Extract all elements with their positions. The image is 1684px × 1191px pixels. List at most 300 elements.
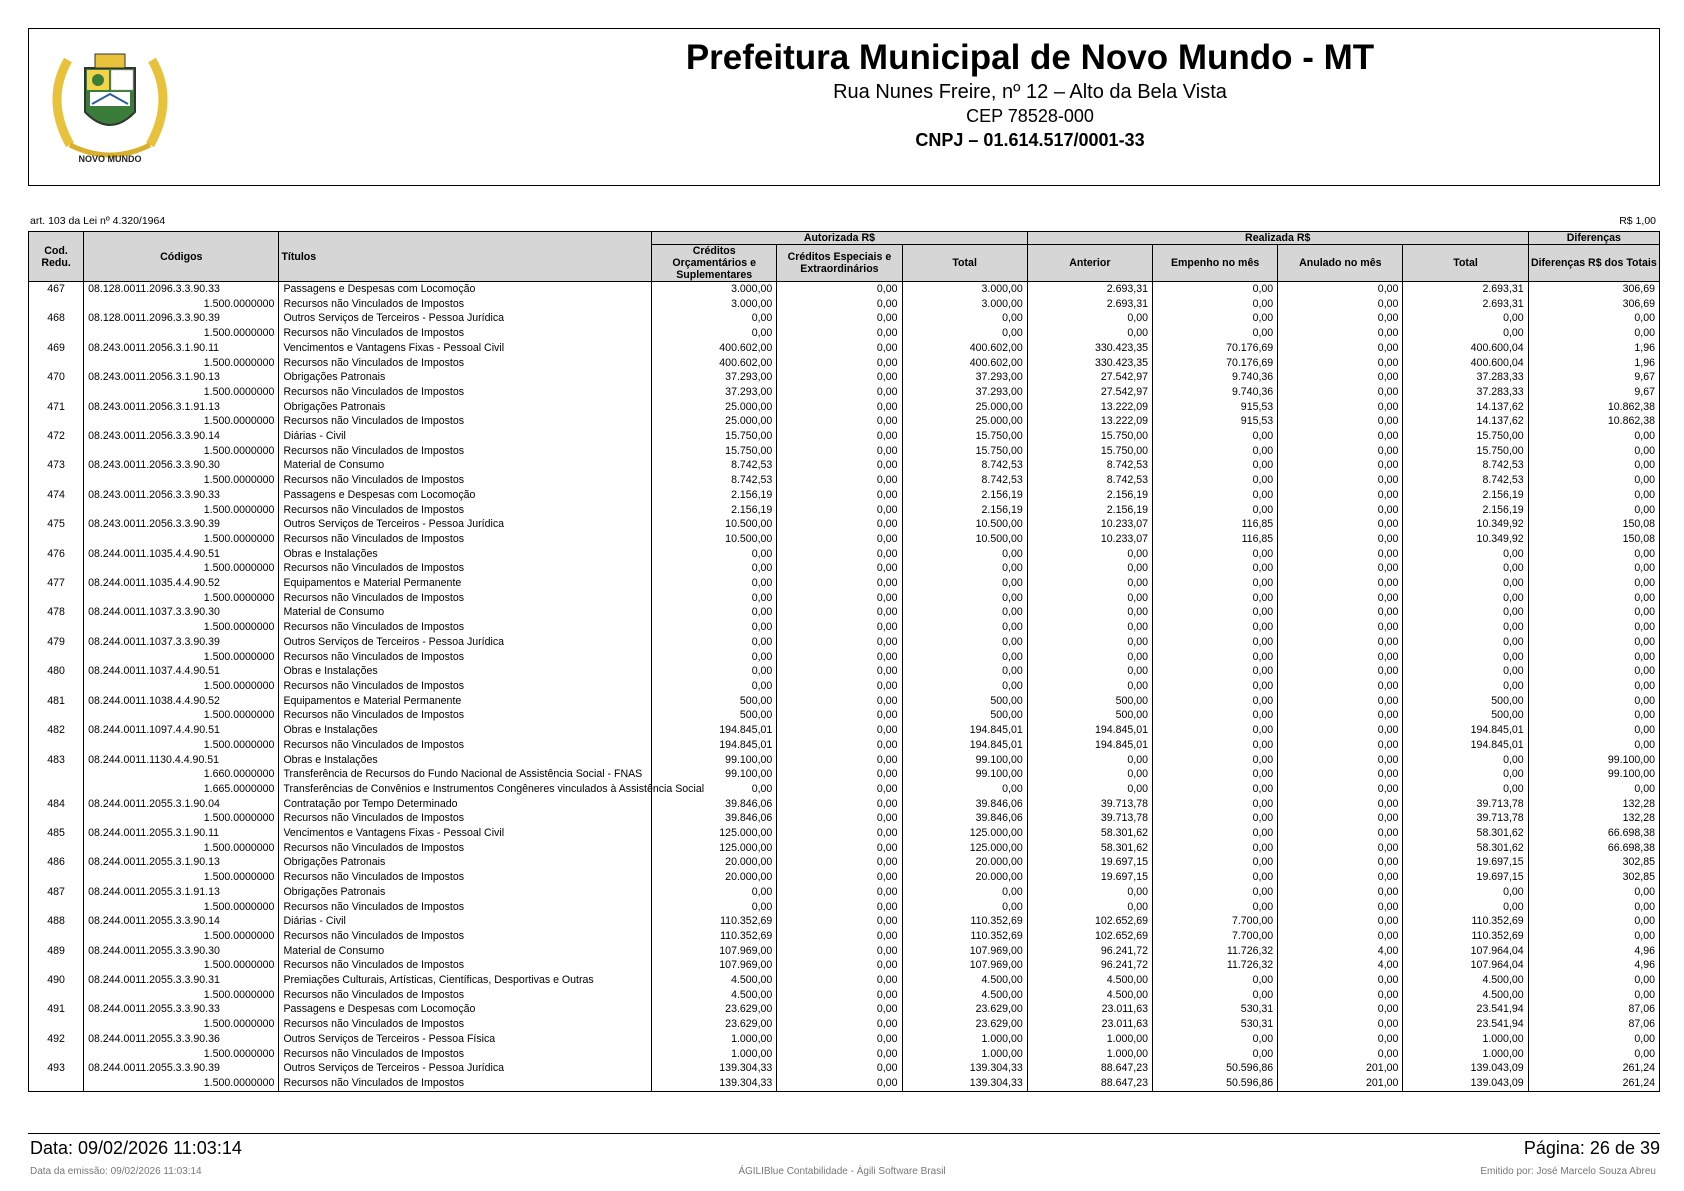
realizada-total-cell: 19.697,15 (1403, 855, 1528, 870)
cod-redu-cell: 488 (29, 914, 84, 929)
titulo-cell: Obras e Instalações (279, 664, 652, 679)
table-row (29, 1032, 1660, 1047)
creditos-especiais-cell: 0,00 (777, 444, 902, 459)
autorizada-total-cell: 20.000,00 (902, 870, 1027, 885)
titulo-cell: Outros Serviços de Terceiros - Pessoa Jurídica (279, 311, 652, 326)
autorizada-total-cell: 500,00 (902, 708, 1027, 723)
autorizada-total-cell: 0,00 (902, 620, 1027, 635)
titulo-cell: Recursos não Vinculados de Impostos (279, 1017, 652, 1032)
creditos-especiais-cell: 0,00 (777, 650, 902, 665)
anulado-mes-cell: 0,00 (1278, 444, 1403, 459)
law-reference: art. 103 da Lei nº 4.320/1964 (30, 215, 166, 227)
empenho-mes-cell: 0,00 (1152, 870, 1277, 885)
cod-redu-cell: 484 (29, 797, 84, 812)
anulado-mes-cell: 0,00 (1278, 973, 1403, 988)
empenho-mes-cell: 0,00 (1152, 900, 1277, 915)
cod-redu-cell (29, 414, 84, 429)
anterior-cell: 10.233,07 (1027, 532, 1152, 547)
anterior-cell: 0,00 (1027, 767, 1152, 782)
anterior-cell: 0,00 (1027, 605, 1152, 620)
creditos-especiais-cell: 0,00 (777, 958, 902, 973)
creditos-especiais-cell: 0,00 (777, 1017, 902, 1032)
table-row (29, 1002, 1660, 1017)
empenho-mes-cell: 116,85 (1152, 532, 1277, 547)
anterior-cell: 10.233,07 (1027, 517, 1152, 532)
anterior-cell: 4.500,00 (1027, 988, 1152, 1003)
col-titulos: Títulos (279, 232, 652, 282)
anulado-mes-cell: 0,00 (1278, 414, 1403, 429)
codigo-cell: 1.500.0000000 (84, 385, 279, 400)
titulo-cell: Passagens e Despesas com Locomoção (279, 488, 652, 503)
cod-redu-cell (29, 620, 84, 635)
autorizada-total-cell: 23.629,00 (902, 1002, 1027, 1017)
diferenca-cell: 99.100,00 (1528, 753, 1659, 768)
anterior-cell: 96.241,72 (1027, 958, 1152, 973)
realizada-total-cell: 0,00 (1403, 767, 1528, 782)
codigo-cell: 08.244.0011.1037.4.4.90.51 (84, 664, 279, 679)
table-row (29, 385, 1660, 400)
empenho-mes-cell: 0,00 (1152, 797, 1277, 812)
codigo-cell: 08.244.0011.1130.4.4.90.51 (84, 753, 279, 768)
titulo-cell: Recursos não Vinculados de Impostos (279, 414, 652, 429)
autorizada-total-cell: 37.293,00 (902, 385, 1027, 400)
anulado-mes-cell: 0,00 (1278, 488, 1403, 503)
titulo-cell: Obras e Instalações (279, 547, 652, 562)
anterior-cell: 0,00 (1027, 591, 1152, 606)
titulo-cell: Diárias - Civil (279, 914, 652, 929)
realizada-total-cell: 58.301,62 (1403, 826, 1528, 841)
diferenca-cell: 0,00 (1528, 635, 1659, 650)
creditos-especiais-cell: 0,00 (777, 385, 902, 400)
titulo-cell: Recursos não Vinculados de Impostos (279, 297, 652, 312)
table-row (29, 605, 1660, 620)
empenho-mes-cell: 0,00 (1152, 708, 1277, 723)
realizada-total-cell: 14.137,62 (1403, 400, 1528, 415)
titulo-cell: Recursos não Vinculados de Impostos (279, 591, 652, 606)
col-autorizada-total: Total (902, 245, 1027, 282)
autorizada-total-cell: 10.500,00 (902, 517, 1027, 532)
diferenca-cell: 1,96 (1528, 356, 1659, 371)
autorizada-total-cell: 0,00 (902, 900, 1027, 915)
empenho-mes-cell: 0,00 (1152, 576, 1277, 591)
autorizada-total-cell: 194.845,01 (902, 723, 1027, 738)
empenho-mes-cell: 0,00 (1152, 561, 1277, 576)
codigo-cell: 08.244.0011.1097.4.4.90.51 (84, 723, 279, 738)
anterior-cell: 0,00 (1027, 753, 1152, 768)
realizada-total-cell: 194.845,01 (1403, 723, 1528, 738)
table-row (29, 679, 1660, 694)
empenho-mes-cell: 0,00 (1152, 782, 1277, 797)
table-row (29, 370, 1660, 385)
creditos-orcamentarios-cell: 0,00 (652, 885, 777, 900)
table-row (29, 311, 1660, 326)
codigo-cell: 08.244.0011.2055.3.1.90.11 (84, 826, 279, 841)
table-row (29, 782, 1660, 797)
titulo-cell: Recursos não Vinculados de Impostos (279, 870, 652, 885)
table-row (29, 841, 1660, 856)
creditos-orcamentarios-cell: 107.969,00 (652, 958, 777, 973)
anulado-mes-cell: 0,00 (1278, 503, 1403, 518)
empenho-mes-cell: 915,53 (1152, 400, 1277, 415)
titulo-cell: Obrigações Patronais (279, 400, 652, 415)
cod-redu-cell: 474 (29, 488, 84, 503)
col-empenho-mes: Empenho no mês (1152, 245, 1277, 282)
anulado-mes-cell: 0,00 (1278, 620, 1403, 635)
creditos-orcamentarios-cell: 0,00 (652, 782, 777, 797)
codigo-cell: 1.500.0000000 (84, 444, 279, 459)
realizada-total-cell: 39.713,78 (1403, 797, 1528, 812)
creditos-especiais-cell: 0,00 (777, 488, 902, 503)
empenho-mes-cell: 0,00 (1152, 767, 1277, 782)
table-row (29, 503, 1660, 518)
anulado-mes-cell: 0,00 (1278, 1017, 1403, 1032)
diferenca-cell: 0,00 (1528, 664, 1659, 679)
codigo-cell: 08.244.0011.2055.3.3.90.14 (84, 914, 279, 929)
cod-redu-cell (29, 503, 84, 518)
realizada-total-cell: 0,00 (1403, 620, 1528, 635)
autorizada-total-cell: 1.000,00 (902, 1032, 1027, 1047)
autorizada-total-cell: 110.352,69 (902, 914, 1027, 929)
titulo-cell: Recursos não Vinculados de Impostos (279, 473, 652, 488)
anterior-cell: 88.647,23 (1027, 1076, 1152, 1091)
diferenca-cell: 0,00 (1528, 900, 1659, 915)
empenho-mes-cell: 9.740,36 (1152, 385, 1277, 400)
empenho-mes-cell: 70.176,69 (1152, 341, 1277, 356)
anulado-mes-cell: 0,00 (1278, 1002, 1403, 1017)
anterior-cell: 23.011,63 (1027, 1002, 1152, 1017)
cod-redu-cell: 475 (29, 517, 84, 532)
anulado-mes-cell: 0,00 (1278, 341, 1403, 356)
empenho-mes-cell: 0,00 (1152, 811, 1277, 826)
titulo-cell: Recursos não Vinculados de Impostos (279, 708, 652, 723)
anulado-mes-cell: 4,00 (1278, 944, 1403, 959)
creditos-orcamentarios-cell: 8.742,53 (652, 473, 777, 488)
creditos-orcamentarios-cell: 8.742,53 (652, 458, 777, 473)
cod-redu-cell: 468 (29, 311, 84, 326)
codigo-cell: 1.500.0000000 (84, 297, 279, 312)
titulo-cell: Vencimentos e Vantagens Fixas - Pessoal Civil (279, 341, 652, 356)
cod-redu-cell: 472 (29, 429, 84, 444)
cod-redu-cell (29, 988, 84, 1003)
anterior-cell: 1.000,00 (1027, 1032, 1152, 1047)
creditos-especiais-cell: 0,00 (777, 620, 902, 635)
anterior-cell: 500,00 (1027, 708, 1152, 723)
creditos-orcamentarios-cell: 0,00 (652, 620, 777, 635)
autorizada-total-cell: 37.293,00 (902, 370, 1027, 385)
autorizada-total-cell: 25.000,00 (902, 414, 1027, 429)
diferenca-cell: 302,85 (1528, 870, 1659, 885)
codigo-cell: 08.244.0011.1035.4.4.90.52 (84, 576, 279, 591)
creditos-especiais-cell: 0,00 (777, 311, 902, 326)
creditos-especiais-cell: 0,00 (777, 517, 902, 532)
creditos-especiais-cell: 0,00 (777, 1061, 902, 1076)
creditos-especiais-cell: 0,00 (777, 944, 902, 959)
codigo-cell: 1.500.0000000 (84, 738, 279, 753)
diferenca-cell: 306,69 (1528, 297, 1659, 312)
anterior-cell: 0,00 (1027, 311, 1152, 326)
creditos-orcamentarios-cell: 15.750,00 (652, 444, 777, 459)
cod-redu-cell (29, 841, 84, 856)
creditos-especiais-cell: 0,00 (777, 767, 902, 782)
creditos-orcamentarios-cell: 37.293,00 (652, 385, 777, 400)
codigo-cell: 08.243.0011.2056.3.1.90.11 (84, 341, 279, 356)
realizada-total-cell: 8.742,53 (1403, 473, 1528, 488)
creditos-orcamentarios-cell: 15.750,00 (652, 429, 777, 444)
creditos-orcamentarios-cell: 0,00 (652, 326, 777, 341)
autorizada-total-cell: 25.000,00 (902, 400, 1027, 415)
autorizada-total-cell: 1.000,00 (902, 1047, 1027, 1062)
titulo-cell: Material de Consumo (279, 944, 652, 959)
diferenca-cell: 0,00 (1528, 738, 1659, 753)
software-credit: ÁGILIBlue Contabilidade - Ágili Software Brasil (738, 1166, 946, 1177)
cod-redu-cell: 492 (29, 1032, 84, 1047)
codigo-cell: 1.500.0000000 (84, 988, 279, 1003)
diferenca-cell: 0,00 (1528, 723, 1659, 738)
diferenca-cell: 0,00 (1528, 708, 1659, 723)
creditos-orcamentarios-cell: 400.602,00 (652, 356, 777, 371)
anterior-cell: 13.222,09 (1027, 414, 1152, 429)
titulo-cell: Recursos não Vinculados de Impostos (279, 900, 652, 915)
realizada-total-cell: 400.600,04 (1403, 356, 1528, 371)
anulado-mes-cell: 0,00 (1278, 326, 1403, 341)
diferenca-cell: 4,96 (1528, 944, 1659, 959)
codigo-cell: 08.243.0011.2056.3.3.90.33 (84, 488, 279, 503)
realizada-total-cell: 107.964,04 (1403, 944, 1528, 959)
empenho-mes-cell: 0,00 (1152, 738, 1277, 753)
realizada-total-cell: 0,00 (1403, 591, 1528, 606)
cod-redu-cell (29, 958, 84, 973)
empenho-mes-cell: 0,00 (1152, 458, 1277, 473)
titulo-cell: Equipamentos e Material Permanente (279, 694, 652, 709)
creditos-orcamentarios-cell: 10.500,00 (652, 517, 777, 532)
creditos-orcamentarios-cell: 110.352,69 (652, 914, 777, 929)
anulado-mes-cell: 0,00 (1278, 1047, 1403, 1062)
diferenca-cell: 87,06 (1528, 1017, 1659, 1032)
titulo-cell: Equipamentos e Material Permanente (279, 576, 652, 591)
table-row (29, 620, 1660, 635)
autorizada-total-cell: 3.000,00 (902, 297, 1027, 312)
realizada-total-cell: 0,00 (1403, 679, 1528, 694)
codigo-cell: 1.500.0000000 (84, 473, 279, 488)
codigo-cell: 08.244.0011.2055.3.3.90.39 (84, 1061, 279, 1076)
realizada-total-cell: 0,00 (1403, 605, 1528, 620)
realizada-total-cell: 10.349,92 (1403, 532, 1528, 547)
table-row (29, 458, 1660, 473)
creditos-orcamentarios-cell: 500,00 (652, 694, 777, 709)
anterior-cell: 0,00 (1027, 900, 1152, 915)
autorizada-total-cell: 0,00 (902, 576, 1027, 591)
empenho-mes-cell: 0,00 (1152, 1032, 1277, 1047)
diferenca-cell: 0,00 (1528, 885, 1659, 900)
realizada-total-cell: 0,00 (1403, 782, 1528, 797)
anterior-cell: 330.423,35 (1027, 341, 1152, 356)
codigo-cell: 08.244.0011.1037.3.3.90.39 (84, 635, 279, 650)
anulado-mes-cell: 0,00 (1278, 782, 1403, 797)
creditos-especiais-cell: 0,00 (777, 841, 902, 856)
creditos-especiais-cell: 0,00 (777, 753, 902, 768)
anterior-cell: 330.423,35 (1027, 356, 1152, 371)
titulo-cell: Outros Serviços de Terceiros - Pessoa Jurídica (279, 635, 652, 650)
anulado-mes-cell: 0,00 (1278, 473, 1403, 488)
empenho-mes-cell: 0,00 (1152, 503, 1277, 518)
codigo-cell: 08.243.0011.2056.3.3.90.39 (84, 517, 279, 532)
anulado-mes-cell: 0,00 (1278, 767, 1403, 782)
creditos-orcamentarios-cell: 400.602,00 (652, 341, 777, 356)
codigo-cell: 08.244.0011.2055.3.3.90.36 (84, 1032, 279, 1047)
creditos-especiais-cell: 0,00 (777, 400, 902, 415)
autorizada-total-cell: 400.602,00 (902, 341, 1027, 356)
codigo-cell: 1.500.0000000 (84, 591, 279, 606)
anterior-cell: 96.241,72 (1027, 944, 1152, 959)
creditos-orcamentarios-cell: 125.000,00 (652, 841, 777, 856)
realizada-total-cell: 400.600,04 (1403, 341, 1528, 356)
anulado-mes-cell: 201,00 (1278, 1076, 1403, 1091)
creditos-especiais-cell: 0,00 (777, 1076, 902, 1091)
creditos-orcamentarios-cell: 0,00 (652, 561, 777, 576)
autorizada-total-cell: 99.100,00 (902, 767, 1027, 782)
titulo-cell: Recursos não Vinculados de Impostos (279, 561, 652, 576)
empenho-mes-cell: 0,00 (1152, 326, 1277, 341)
creditos-orcamentarios-cell: 500,00 (652, 708, 777, 723)
diferenca-cell: 0,00 (1528, 488, 1659, 503)
codigo-cell: 1.500.0000000 (84, 503, 279, 518)
table-row (29, 708, 1660, 723)
creditos-orcamentarios-cell: 25.000,00 (652, 414, 777, 429)
empenho-mes-cell: 530,31 (1152, 1002, 1277, 1017)
cod-redu-cell: 489 (29, 944, 84, 959)
creditos-especiais-cell: 0,00 (777, 870, 902, 885)
creditos-orcamentarios-cell: 194.845,01 (652, 723, 777, 738)
diferenca-cell: 0,00 (1528, 326, 1659, 341)
address: Rua Nunes Freire, nº 12 – Alto da Bela Vista (833, 81, 1227, 103)
creditos-orcamentarios-cell: 39.846,06 (652, 811, 777, 826)
realizada-total-cell: 0,00 (1403, 885, 1528, 900)
cod-redu-cell: 480 (29, 664, 84, 679)
titulo-cell: Obras e Instalações (279, 753, 652, 768)
autorizada-total-cell: 0,00 (902, 326, 1027, 341)
codigo-cell: 08.244.0011.2055.3.3.90.31 (84, 973, 279, 988)
cod-redu-cell: 471 (29, 400, 84, 415)
autorizada-total-cell: 110.352,69 (902, 929, 1027, 944)
anulado-mes-cell: 0,00 (1278, 532, 1403, 547)
anulado-mes-cell: 0,00 (1278, 738, 1403, 753)
cod-redu-cell (29, 767, 84, 782)
empenho-mes-cell: 0,00 (1152, 826, 1277, 841)
codigo-cell: 1.500.0000000 (84, 650, 279, 665)
realizada-total-cell: 19.697,15 (1403, 870, 1528, 885)
anterior-cell: 2.156,19 (1027, 488, 1152, 503)
table-row (29, 400, 1660, 415)
diferenca-cell: 9,67 (1528, 370, 1659, 385)
empenho-mes-cell: 0,00 (1152, 488, 1277, 503)
anulado-mes-cell: 0,00 (1278, 458, 1403, 473)
realizada-total-cell: 10.349,92 (1403, 517, 1528, 532)
diferenca-cell: 0,00 (1528, 473, 1659, 488)
issued-by: Emitido por: José Marcelo Souza Abreu (1480, 1166, 1656, 1177)
anterior-cell: 0,00 (1027, 561, 1152, 576)
cod-redu-cell (29, 782, 84, 797)
anulado-mes-cell: 0,00 (1278, 547, 1403, 562)
table-row (29, 414, 1660, 429)
cod-redu-cell (29, 708, 84, 723)
diferenca-cell: 10.862,38 (1528, 414, 1659, 429)
empenho-mes-cell: 0,00 (1152, 547, 1277, 562)
table-row (29, 297, 1660, 312)
autorizada-total-cell: 0,00 (902, 547, 1027, 562)
creditos-especiais-cell: 0,00 (777, 900, 902, 915)
cod-redu-cell (29, 738, 84, 753)
cod-redu-cell (29, 591, 84, 606)
creditos-orcamentarios-cell: 23.629,00 (652, 1017, 777, 1032)
codigo-cell: 1.500.0000000 (84, 841, 279, 856)
currency-unit: R$ 1,00 (1619, 215, 1656, 227)
creditos-orcamentarios-cell: 0,00 (652, 591, 777, 606)
autorizada-total-cell: 20.000,00 (902, 855, 1027, 870)
cod-redu-cell: 469 (29, 341, 84, 356)
realizada-total-cell: 39.713,78 (1403, 811, 1528, 826)
diferenca-cell: 0,00 (1528, 561, 1659, 576)
codigo-cell: 1.500.0000000 (84, 532, 279, 547)
titulo-cell: Outros Serviços de Terceiros - Pessoa Jurídica (279, 1061, 652, 1076)
creditos-especiais-cell: 0,00 (777, 532, 902, 547)
titulo-cell: Recursos não Vinculados de Impostos (279, 811, 652, 826)
cnpj: CNPJ – 01.614.517/0001-33 (915, 130, 1145, 150)
diferenca-cell: 0,00 (1528, 591, 1659, 606)
anterior-cell: 39.713,78 (1027, 811, 1152, 826)
diferenca-cell: 0,00 (1528, 1032, 1659, 1047)
titulo-cell: Recursos não Vinculados de Impostos (279, 1047, 652, 1062)
diferenca-cell: 0,00 (1528, 605, 1659, 620)
cod-redu-cell (29, 650, 84, 665)
codigo-cell: 1.500.0000000 (84, 929, 279, 944)
anterior-cell: 2.156,19 (1027, 503, 1152, 518)
anterior-cell: 88.647,23 (1027, 1061, 1152, 1076)
anterior-cell: 2.693,31 (1027, 282, 1152, 297)
realizada-total-cell: 194.845,01 (1403, 738, 1528, 753)
autorizada-total-cell: 139.304,33 (902, 1076, 1027, 1091)
titulo-cell: Recursos não Vinculados de Impostos (279, 929, 652, 944)
autorizada-total-cell: 0,00 (902, 635, 1027, 650)
creditos-especiais-cell: 0,00 (777, 929, 902, 944)
creditos-orcamentarios-cell: 4.500,00 (652, 973, 777, 988)
creditos-especiais-cell: 0,00 (777, 503, 902, 518)
creditos-orcamentarios-cell: 0,00 (652, 576, 777, 591)
diferenca-cell: 150,08 (1528, 532, 1659, 547)
realizada-total-cell: 2.693,31 (1403, 282, 1528, 297)
anulado-mes-cell: 0,00 (1278, 282, 1403, 297)
diferenca-cell: 132,28 (1528, 811, 1659, 826)
diferenca-cell: 261,24 (1528, 1061, 1659, 1076)
anterior-cell: 39.713,78 (1027, 797, 1152, 812)
creditos-especiais-cell: 0,00 (777, 664, 902, 679)
table-row (29, 341, 1660, 356)
table-row (29, 811, 1660, 826)
creditos-especiais-cell: 0,00 (777, 885, 902, 900)
codigo-cell: 08.128.0011.2096.3.3.90.33 (84, 282, 279, 297)
empenho-mes-cell: 0,00 (1152, 1047, 1277, 1062)
empenho-mes-cell: 50.596,86 (1152, 1076, 1277, 1091)
creditos-orcamentarios-cell: 0,00 (652, 900, 777, 915)
autorizada-total-cell: 39.846,06 (902, 797, 1027, 812)
anterior-cell: 0,00 (1027, 326, 1152, 341)
autorizada-total-cell: 0,00 (902, 605, 1027, 620)
group-realizada: Realizada R$ (1027, 232, 1528, 245)
anulado-mes-cell: 0,00 (1278, 1032, 1403, 1047)
cod-redu-cell (29, 870, 84, 885)
anulado-mes-cell: 0,00 (1278, 708, 1403, 723)
creditos-especiais-cell: 0,00 (777, 797, 902, 812)
codigo-cell: 1.500.0000000 (84, 1017, 279, 1032)
